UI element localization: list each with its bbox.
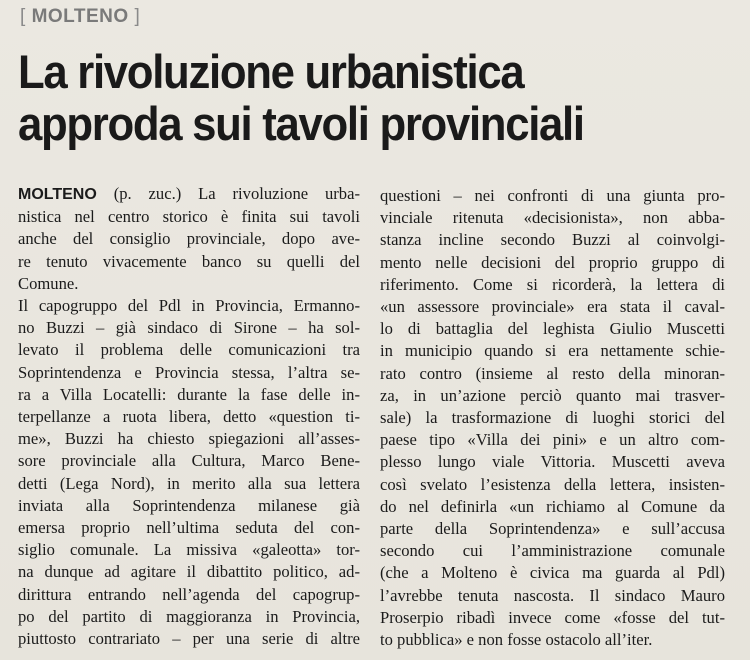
kicker-label: MOLTENO [31,6,129,27]
left-column-line: nistica nel centro storico è finita sui tavoli [18,207,360,227]
right-column-line: lo di battaglia del leghista Giulio Muscetti [380,319,725,339]
section-kicker [20,4,140,30]
right-column-line: mento nelle decisioni del proprio gruppo di [380,252,725,272]
left-column-line: re tenuto vivacemente banco su quelli del [18,251,360,271]
headline-line-1: La rivoluzione urbanistica [18,45,524,98]
right-column-line: do nel definirla «un richiamo al Comune da [380,496,725,516]
left-column-line: piuttosto contrariato – per una serie di altre [18,629,360,649]
right-column-line: stanza incline secondo Buzzi al coinvolgi- [380,230,725,250]
right-column-line: riferimento. Come si ricorderà, la lettera di [380,274,725,294]
left-column-line: siglio comunale. La missiva «galeotta» tor- [18,540,360,560]
headline-line-2: approda sui tavoli provinciali [18,97,584,150]
kicker-close-bracket: ] [134,6,141,27]
right-column-line: in municipio quando si era nettamente schie- [380,341,725,361]
left-column-line: po del partito di maggioranza in Provincia, [18,606,360,626]
right-column-line: l’avrebbe tenuta nascosta. Il sindaco Mauro [380,585,725,605]
left-column-line: levato il problema delle comunicazioni tra [18,340,360,360]
left-column-line: terpellanze a ruota libera, detto «question ti- [18,407,360,427]
right-column-line: sale) la trasformazione di luoghi storici del [380,408,725,428]
left-column-line: me», Buzzi ha chiesto spiegazioni all’asses- [18,429,360,449]
left-column-line: (p. zuc.) La rivoluzione urba- [96,184,360,203]
right-column-line: parte della Soprintendenza» e sull’accusa [380,519,725,539]
left-column-line: dirittura entrando nell’agenda del capogrup- [18,584,360,604]
article-right-column [380,185,725,651]
right-column-line: (che a Molteno è civica ma guarda al Pdl) [380,563,725,583]
article-left-column [18,183,360,650]
article-headline [18,46,688,150]
right-column-line: vinciale ritenuta «decisionista», non abba- [380,208,725,228]
right-column-line: paese tipo «Villa dei pini» e un altro com- [380,430,725,450]
right-column-line: plesso lungo viale Vittoria. Muscetti aveva [380,452,725,472]
right-column-line: questioni – nei confronti di una giunta pro- [380,186,725,205]
article-dateline: MOLTENO [18,186,97,203]
right-column-line: così svelato l’esistenza della lettera, insisten- [380,474,725,494]
left-column-line: detti (Lega Nord), in merito alla sua lettera [18,473,360,493]
right-column-line: secondo cui l’amministrazione comunale [380,541,725,561]
right-column-line: Proserpio ribadì invece come «fosse del tut- [380,607,725,627]
left-column-line: anche del consiglio provinciale, dopo ave- [18,229,360,249]
left-column-first-line [18,183,360,206]
left-column-line: no Buzzi – già sindaco di Sirone – ha sol- [18,318,360,338]
left-column-line: na dunque ad agitare il dibattito politico, ad- [18,562,360,582]
left-column-line: Il capogruppo del Pdl in Provincia, Ermanno- [18,296,360,316]
left-column-line: Comune. [18,273,79,293]
right-column-line: za, in un’azione perciò quanto mai trasver- [380,385,725,405]
left-column-line: ra a Villa Locatelli: durante la fase delle in- [18,384,360,404]
left-column-line: inviata alla Soprintendenza milanese già [18,495,360,515]
kicker-open-bracket: [ [20,6,26,27]
right-column-line: rato contro (insieme al resto della minoran- [380,363,725,383]
left-column-line: sore provinciale alla Cultura, Marco Bene- [18,451,360,471]
right-column-line: to pubblica» e non fosse ostacolo all’iter. [380,630,653,650]
left-column-line: Soprintendenza e Provincia stessa, l’altra se- [18,362,360,382]
right-column-line: «un assessore provinciale» era stata il caval- [380,297,725,317]
left-column-line: emersa proprio nell’ultima seduta del con- [18,518,360,538]
